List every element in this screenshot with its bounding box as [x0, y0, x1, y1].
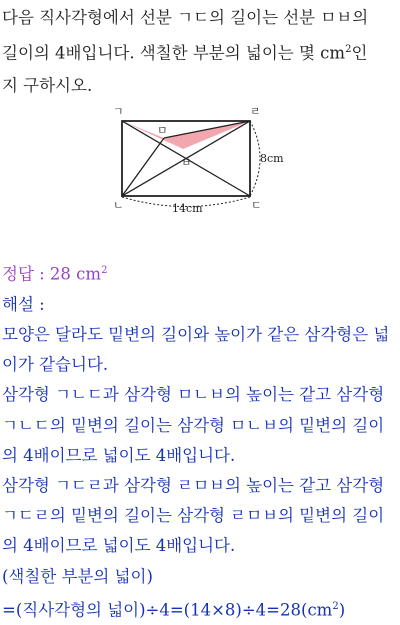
explanation-line: 이가 같습니다. — [2, 355, 109, 375]
question-line-3: 지 구하시오. — [2, 75, 93, 95]
width-label: 14cm — [172, 202, 203, 215]
explanation-line: ㄱㄷㄹ의 밑변의 길이는 삼각형 ㄹㅁㅂ의 밑변의 길이 — [2, 506, 385, 526]
solution-block — [2, 256, 398, 625]
final-formula-text: =(직사각형의 넓이)÷4=(14×8)÷4=28(cm — [2, 600, 333, 620]
label-n: ㄴ — [113, 199, 124, 212]
explanation-line: 삼각형 ㄱㄷㄹ과 삼각형 ㄹㅁㅂ의 높이는 같고 삼각형 — [2, 475, 385, 495]
height-label: 8cm — [260, 152, 284, 165]
question-line-1: 다음 직사각형에서 선분 ㄱㄷ의 길이는 선분 ㅁㅂ의 — [2, 8, 369, 27]
final-superscript: 2 — [332, 600, 339, 612]
answer-line — [2, 256, 398, 290]
explanation-line: ㄱㄴㄷ의 밑변의 길이는 삼각형 ㅁㄴㅂ의 밑변의 길이 — [2, 415, 385, 435]
explanation-line: 삼각형 ㄱㄴㄷ과 삼각형 ㅁㄴㅂ의 높이는 같고 삼각형 — [2, 385, 385, 405]
explanation-line: 모양은 달라도 밑변의 길이와 높이가 같은 삼각형은 넓 — [2, 324, 390, 344]
question-text — [2, 2, 398, 102]
unit-superscript: 2 — [345, 44, 352, 55]
question-line-2 — [2, 34, 398, 70]
label-r: ㄹ — [250, 105, 261, 118]
explanation-label: 해설 : — [2, 294, 45, 314]
final-formula-line — [2, 592, 398, 625]
answer-superscript: 2 — [101, 265, 108, 276]
rectangle-figure — [100, 98, 300, 216]
explanation-line: (색칠한 부분의 넓이) — [2, 566, 153, 586]
label-b: ㅂ — [181, 156, 192, 169]
question-line-2-text: 길이의 4배입니다. 색칠한 부분의 넓이는 몇 cm — [2, 43, 346, 63]
answer-text: 정답 : 28 cm — [2, 264, 102, 284]
question-line-2-tail: 인 — [351, 43, 368, 63]
shaded-triangle-left — [122, 121, 183, 149]
label-m: ㅁ — [157, 124, 168, 137]
final-formula-tail: ) — [338, 600, 346, 620]
line-n-m — [122, 138, 164, 196]
figure-svg — [100, 98, 300, 216]
explanation-line: 의 4배이므로 넓이도 4배입니다. — [2, 536, 236, 556]
label-g: ㄱ — [113, 105, 124, 118]
label-d: ㄷ — [251, 199, 262, 212]
explanation-line: 의 4배이므로 넓이도 4배입니다. — [2, 445, 236, 465]
height-dimension-arc — [250, 121, 260, 196]
